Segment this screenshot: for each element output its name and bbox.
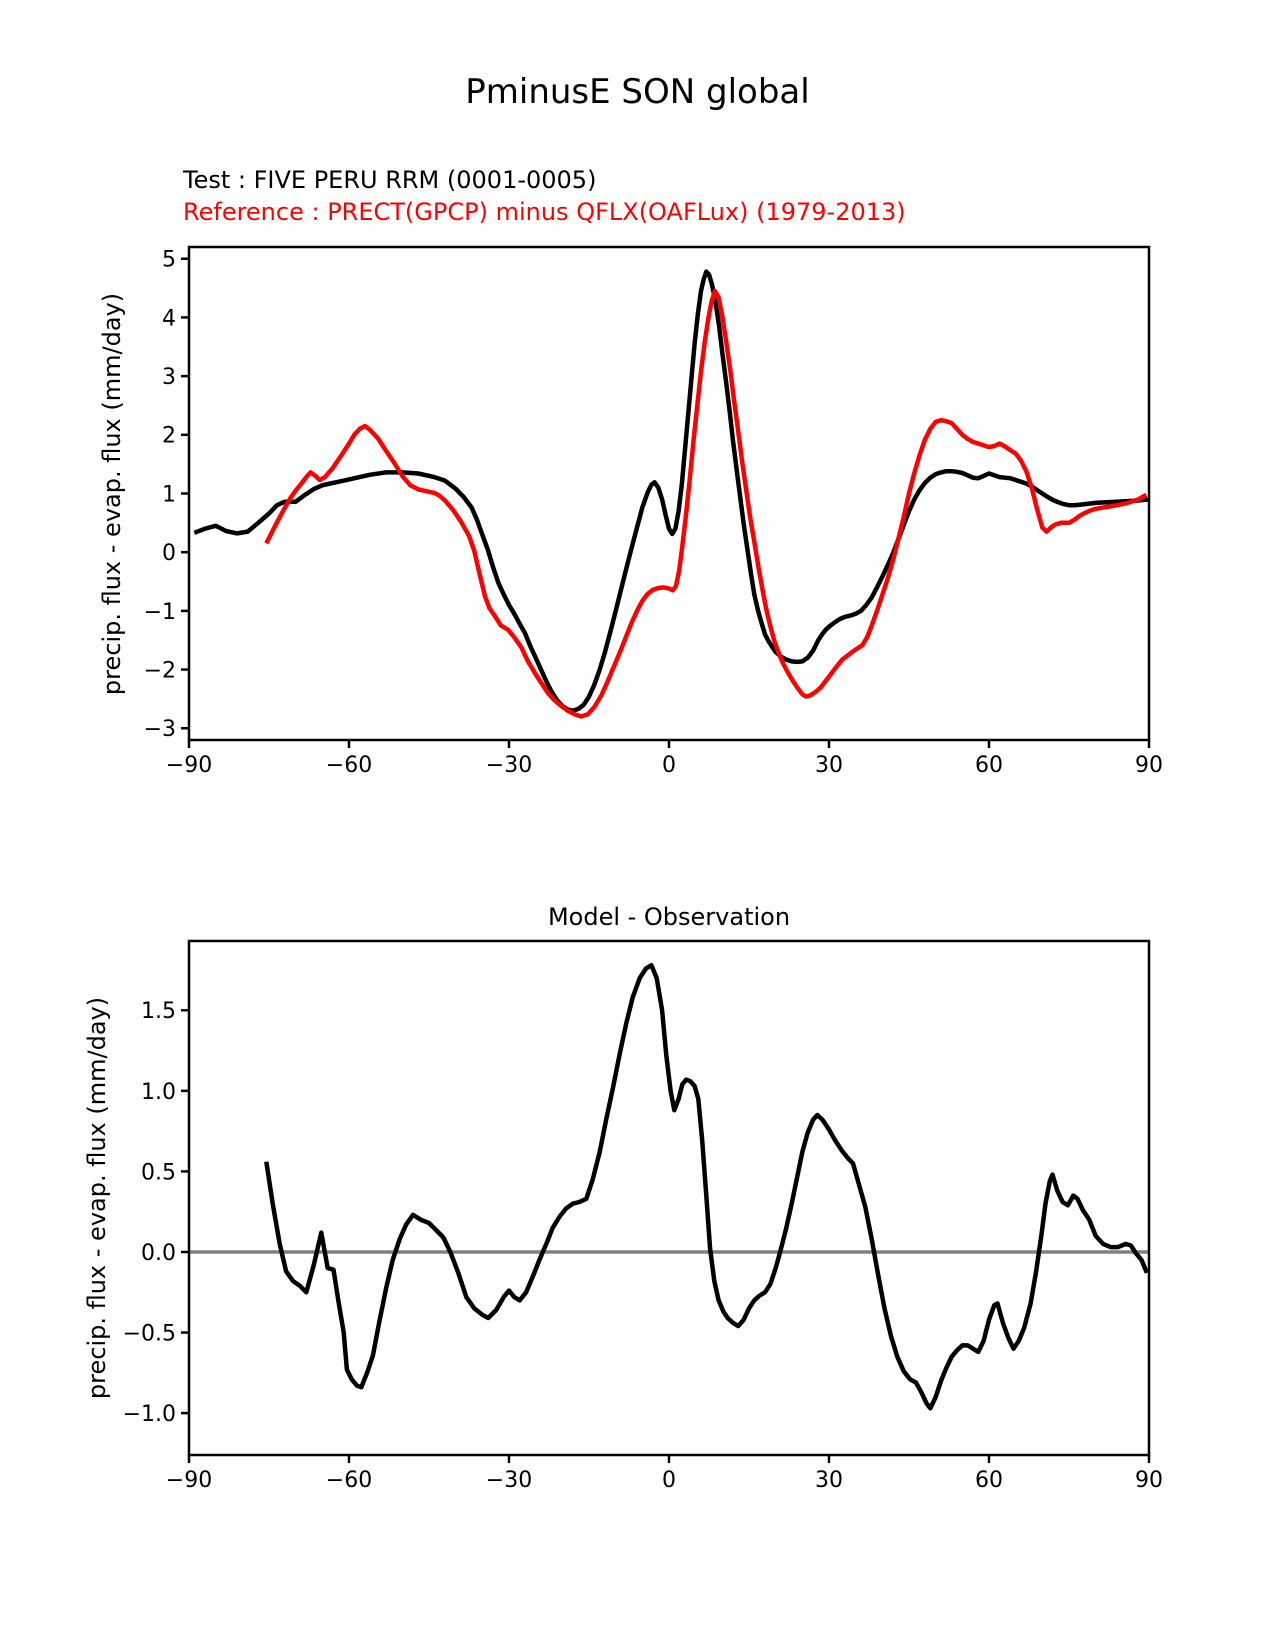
- series-line-1: [266, 291, 1146, 717]
- y-tick-label: −2: [143, 658, 176, 684]
- page-title: PminusE SON global: [465, 72, 810, 112]
- x-tick-label: 90: [1135, 753, 1163, 778]
- y-tick-label: 2: [162, 423, 176, 449]
- y-tick-label: 0.5: [141, 1160, 176, 1186]
- x-tick-label: 90: [1135, 1468, 1163, 1493]
- y-tick-label: −0.5: [122, 1321, 176, 1347]
- x-tick-label: −90: [165, 753, 213, 778]
- x-tick-label: 30: [815, 753, 843, 778]
- chart-0: [144, 247, 1163, 778]
- x-tick-label: 60: [975, 753, 1003, 778]
- y-tick-label: 1.5: [141, 999, 176, 1025]
- y-tick-label: 1.0: [141, 1079, 176, 1105]
- top-chart-ylabel: precip. flux - evap. flux (mm/day): [98, 292, 126, 696]
- series-line-0: [194, 272, 1149, 711]
- y-tick-label: 3: [162, 365, 176, 391]
- bottom-chart-ylabel: precip. flux - evap. flux (mm/day): [83, 996, 111, 1400]
- y-tick-label: 0: [162, 541, 176, 567]
- y-tick-label: 5: [162, 247, 176, 273]
- chart-1: [123, 941, 1163, 1493]
- x-tick-label: −90: [165, 1468, 213, 1493]
- x-tick-label: −30: [485, 1468, 533, 1493]
- y-tick-label: −3: [143, 717, 176, 743]
- x-tick-label: −60: [325, 753, 373, 778]
- axes-frame: [189, 247, 1149, 740]
- y-tick-label: 4: [162, 306, 176, 332]
- x-tick-label: −60: [325, 1468, 373, 1493]
- legend-test-label: Test : FIVE PERU RRM (0001-0005): [183, 166, 597, 194]
- legend-reference-label: Reference : PRECT(GPCP) minus QFLX(OAFLux) (1979-2013): [183, 198, 906, 226]
- x-tick-label: 0: [662, 753, 676, 778]
- axes-frame: [189, 941, 1149, 1455]
- x-tick-label: 60: [975, 1468, 1003, 1493]
- x-tick-label: 30: [815, 1468, 843, 1493]
- y-tick-label: 1: [162, 482, 176, 508]
- y-tick-label: −1: [143, 599, 176, 625]
- bottom-chart-title: Model - Observation: [547, 903, 791, 931]
- y-tick-label: −1.0: [122, 1402, 176, 1428]
- y-tick-label: 0.0: [141, 1240, 176, 1266]
- series-line-0: [266, 965, 1147, 1408]
- x-tick-label: −30: [485, 753, 533, 778]
- x-tick-label: 0: [662, 1468, 676, 1493]
